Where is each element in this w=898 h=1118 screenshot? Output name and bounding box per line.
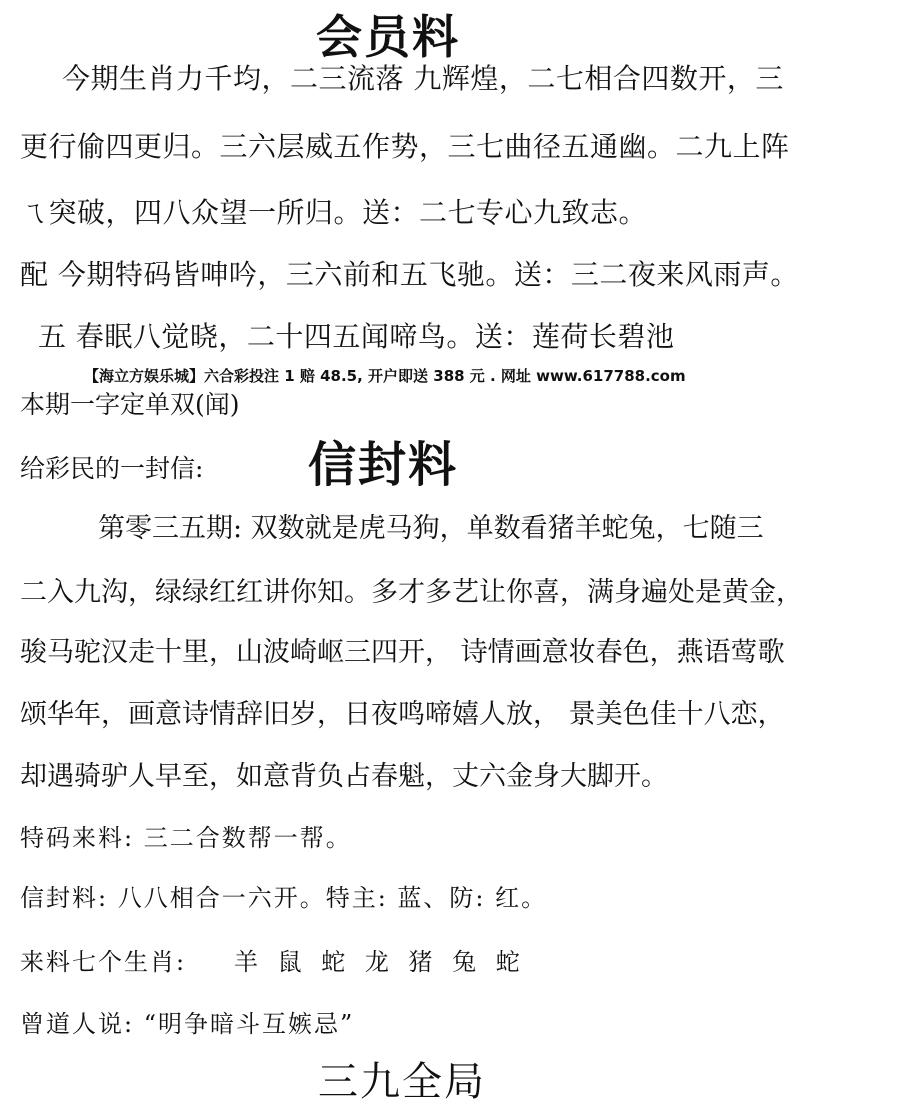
member-title: 会员料: [316, 10, 460, 64]
letter-line-3: 骏马驼汉走十里，山波崎岖三四开， 诗情画意妆春色，燕语莺歌: [20, 637, 785, 668]
member-line-5: 五 春眠八觉晓，二十四五闻啼鸟。送：莲荷长碧池: [38, 320, 675, 353]
member-line-3: ㄟ突破，四八众望一所归。送：二七专心九致志。: [20, 196, 648, 229]
special-code-hint: 特码来料: 三二合数帮一帮。: [20, 824, 352, 852]
envelope-title: 信封料: [308, 437, 459, 493]
letter-label: 给彩民的一封信:: [20, 454, 204, 483]
member-line-1: 今期生肖力千均，二三流落 九辉煌，二七相合四数开，三: [62, 62, 784, 95]
taoist-saying: 曾道人说: “明争暗斗互嫉忌”: [20, 1010, 355, 1038]
letter-line-5: 却遇骑驴人早至，如意背负占春魁，丈六金身大脚开。: [20, 761, 668, 792]
ad-banner: 【海立方娱乐城】六合彩投注 1 赔 48.5, 开户即送 388 元 . 网址 www.617788.com: [84, 367, 686, 385]
member-line-4: 配 今期特码皆呻吟，三六前和五飞驰。送：三二夜来风雨声。: [20, 258, 799, 291]
envelope-hint: 信封料: 八八相合一六开。特主: 蓝、防: 红。: [20, 884, 548, 912]
full-game-title: 三九全局: [318, 1059, 486, 1105]
member-line-2: 更行偷四更归。三六层威五作势，三七曲径五通幽。二九上阵: [20, 130, 790, 163]
letter-line-2: 二入九沟，绿绿红红讲你知。多才多艺让你喜，满身遍处是黄金，: [20, 577, 803, 608]
single-double-prediction: 本期一字定单双(闻): [20, 390, 240, 419]
zodiac-label: 来料七个生肖:: [20, 948, 187, 976]
letter-line-1: 第零三五期: 双数就是虎马狗，单数看猪羊蛇兔，七随三: [98, 513, 764, 544]
letter-line-4: 颂华年，画意诗情辞旧岁，日夜鸣啼嬉人放， 景美色佳十八恋，: [20, 699, 785, 730]
zodiac-list: 羊 鼠 蛇 龙 猪 兔 蛇: [234, 948, 526, 976]
